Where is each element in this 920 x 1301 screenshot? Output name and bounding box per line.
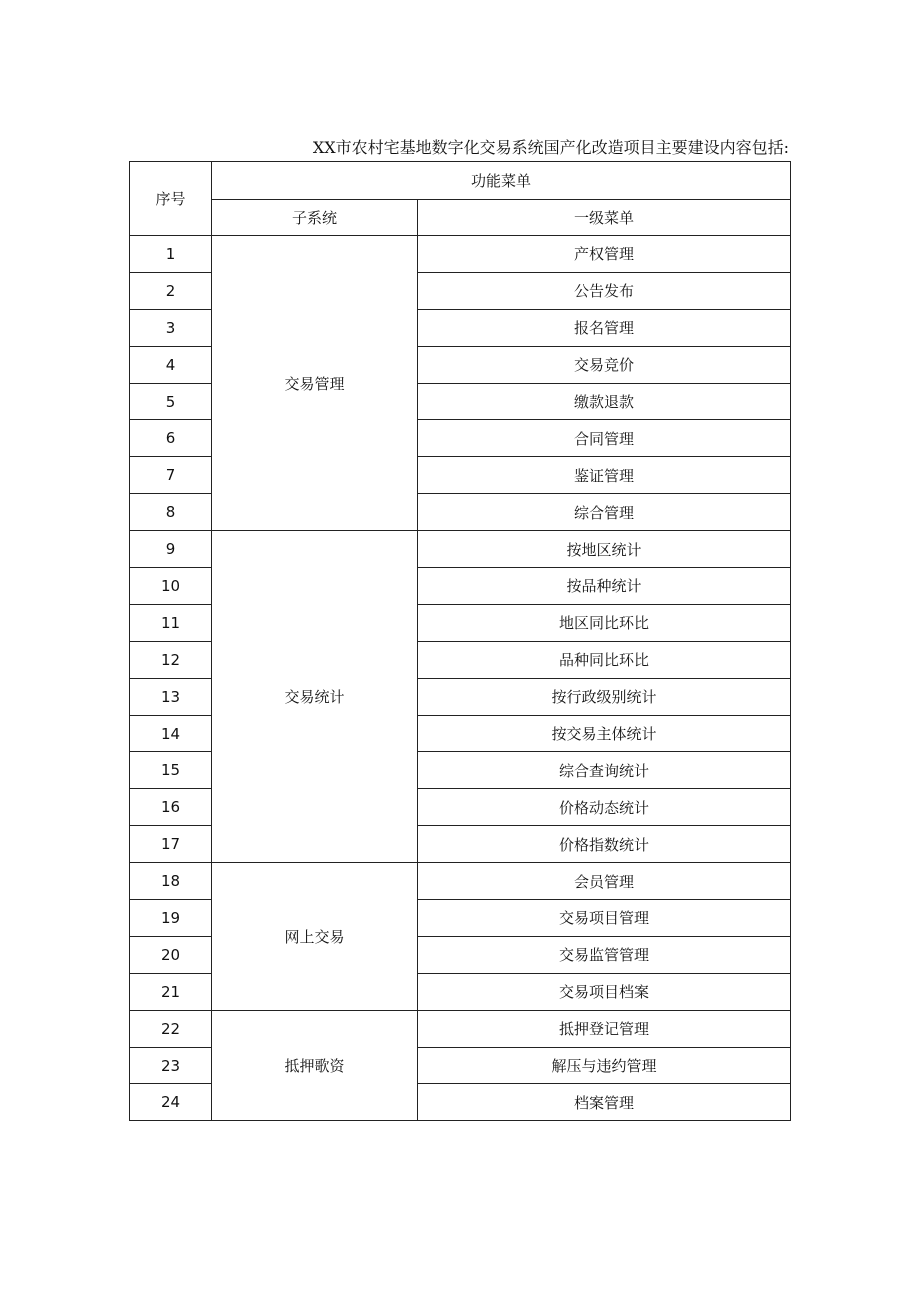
header-row-sub bbox=[130, 200, 791, 236]
menu-item: 综合管理 bbox=[418, 494, 791, 531]
row-number: 8 bbox=[130, 494, 212, 531]
row-number: 3 bbox=[130, 309, 212, 346]
row-number: 20 bbox=[130, 936, 212, 973]
row-number: 4 bbox=[130, 346, 212, 383]
menu-item: 交易项目管理 bbox=[418, 900, 791, 937]
menu-item: 解压与违约管理 bbox=[418, 1047, 791, 1084]
menu-item: 按行政级别统计 bbox=[418, 678, 791, 715]
menu-item: 地区同比环比 bbox=[418, 604, 791, 641]
menu-item: 档案管理 bbox=[418, 1084, 791, 1121]
row-number: 22 bbox=[130, 1010, 212, 1047]
menu-item: 鉴证管理 bbox=[418, 457, 791, 494]
menu-item: 价格动态统计 bbox=[418, 789, 791, 826]
menu-item: 公告发布 bbox=[418, 272, 791, 309]
header-subsystem: 子系统 bbox=[212, 200, 418, 236]
table-row bbox=[130, 531, 791, 568]
row-number: 23 bbox=[130, 1047, 212, 1084]
menu-item: 抵押登记管理 bbox=[418, 1010, 791, 1047]
menu-item: 产权管理 bbox=[418, 236, 791, 273]
menu-item: 综合查询统计 bbox=[418, 752, 791, 789]
menu-item: 按交易主体统计 bbox=[418, 715, 791, 752]
menu-item: 报名管理 bbox=[418, 309, 791, 346]
row-number: 5 bbox=[130, 383, 212, 420]
row-number: 18 bbox=[130, 863, 212, 900]
row-number: 13 bbox=[130, 678, 212, 715]
row-number: 19 bbox=[130, 900, 212, 937]
table-row bbox=[130, 1010, 791, 1047]
header-seq: 序号 bbox=[130, 162, 212, 236]
row-number: 2 bbox=[130, 272, 212, 309]
menu-item: 按地区统计 bbox=[418, 531, 791, 568]
menu-item: 会员管理 bbox=[418, 863, 791, 900]
menu-item: 交易项目档案 bbox=[418, 973, 791, 1010]
intro-text: XX市农村宅基地数字化交易系统国产化改造项目主要建设内容包括: bbox=[312, 138, 789, 157]
row-number: 10 bbox=[130, 568, 212, 605]
subsystem-name: 交易统计 bbox=[212, 531, 418, 863]
row-number: 15 bbox=[130, 752, 212, 789]
row-number: 7 bbox=[130, 457, 212, 494]
table-header bbox=[130, 162, 791, 236]
header-function-menu: 功能菜单 bbox=[212, 162, 791, 200]
menu-item: 价格指数统计 bbox=[418, 826, 791, 863]
row-number: 11 bbox=[130, 604, 212, 641]
table-body bbox=[130, 236, 791, 1121]
menu-item: 合同管理 bbox=[418, 420, 791, 457]
table-row bbox=[130, 236, 791, 273]
row-number: 9 bbox=[130, 531, 212, 568]
row-number: 24 bbox=[130, 1084, 212, 1121]
subsystem-name: 交易管理 bbox=[212, 236, 418, 531]
table-row bbox=[130, 863, 791, 900]
header-level1-menu: 一级菜单 bbox=[418, 200, 791, 236]
subsystem-name: 网上交易 bbox=[212, 863, 418, 1011]
menu-item: 缴款退款 bbox=[418, 383, 791, 420]
menu-item: 品种同比环比 bbox=[418, 641, 791, 678]
row-number: 12 bbox=[130, 641, 212, 678]
menu-item: 按品种统计 bbox=[418, 568, 791, 605]
menu-item: 交易监管管理 bbox=[418, 936, 791, 973]
menu-item: 交易竞价 bbox=[418, 346, 791, 383]
row-number: 17 bbox=[130, 826, 212, 863]
row-number: 14 bbox=[130, 715, 212, 752]
function-menu-table bbox=[129, 161, 791, 1121]
row-number: 21 bbox=[130, 973, 212, 1010]
row-number: 6 bbox=[130, 420, 212, 457]
subsystem-name: 抵押歌资 bbox=[212, 1010, 418, 1121]
row-number: 1 bbox=[130, 236, 212, 273]
row-number: 16 bbox=[130, 789, 212, 826]
header-row-top bbox=[130, 162, 791, 200]
